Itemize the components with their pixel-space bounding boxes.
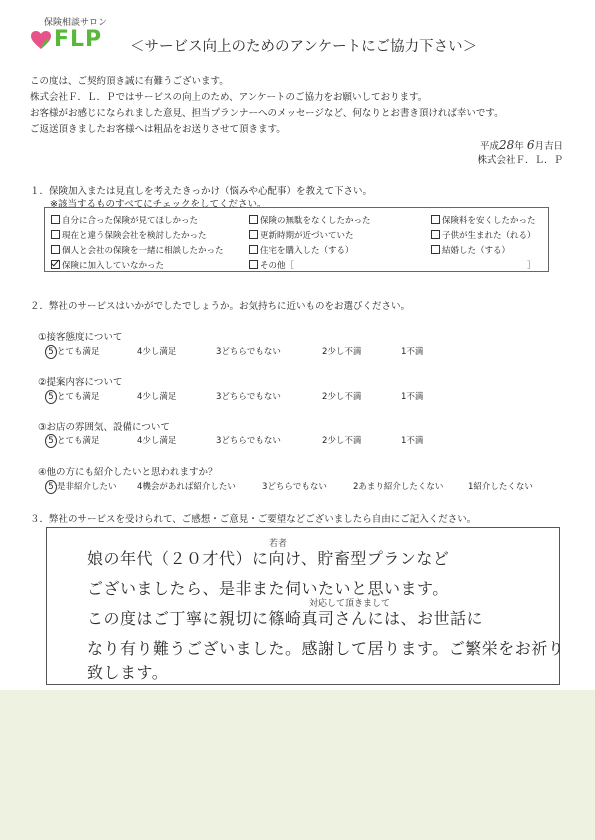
rating-circle: 5	[45, 480, 57, 494]
checkbox[interactable]	[51, 215, 60, 224]
q1-option-other[interactable]: その他［	[249, 259, 294, 271]
date-month-unit: 月吉日	[534, 141, 563, 152]
rating-choice[interactable]: 3どちらでもない	[216, 436, 281, 446]
rating-choice[interactable]: 2少し不満	[322, 347, 362, 357]
q1-option[interactable]: 結婚した（する）	[431, 244, 510, 256]
rating-choice[interactable]: 1不満	[401, 392, 424, 402]
q1-option[interactable]: 更新時期が近づいていた	[249, 229, 354, 241]
q1-option[interactable]: 自分に合った保険が見てほしかった	[51, 214, 198, 226]
q1-option[interactable]: 子供が生まれた（れる）	[431, 229, 536, 241]
checkbox[interactable]	[431, 245, 440, 254]
rating-choice[interactable]: 4少し満足	[137, 392, 177, 402]
q1-option-checked[interactable]: 保険に加入していなかった	[51, 259, 164, 271]
date-block	[477, 138, 563, 168]
rating-choice-selected[interactable]: 5 とても満足	[47, 390, 100, 404]
date-line	[477, 138, 563, 154]
checkbox-checked[interactable]	[51, 260, 60, 269]
rating-choice[interactable]: 4少し満足	[137, 347, 177, 357]
q2-section-heading: ③お店の雰囲気、設備について	[38, 422, 170, 433]
q1-option[interactable]: 保険料を安くしたかった	[431, 214, 536, 226]
rating-choice-selected[interactable]: 5 とても満足	[47, 434, 100, 448]
handwritten-note: 若者	[269, 539, 288, 549]
rating-choice[interactable]: 2少し不満	[322, 392, 362, 402]
checkbox[interactable]	[249, 260, 258, 269]
checkbox[interactable]	[431, 230, 440, 239]
handwritten-line: 致します。	[87, 663, 169, 682]
q3-title: ３．弊社のサービスを受けられて、ご感想・ご意見・ご要望などございましたら自由にご記入ください。	[30, 514, 477, 525]
rating-choice[interactable]: 1不満	[401, 347, 424, 357]
date-month: 6	[526, 138, 535, 152]
rating-circle: 5	[45, 434, 57, 448]
q1-note: ※該当するものすべてにチェックをしてください。	[50, 199, 267, 210]
checkbox[interactable]	[51, 245, 60, 254]
rating-choice[interactable]: 4機会があれば紹介したい	[137, 482, 236, 492]
rating-choice[interactable]: 3どちらでもない	[216, 392, 281, 402]
q2-section-heading: ①接客態度について	[38, 332, 123, 343]
date-year: 28	[499, 138, 515, 152]
q3-comment-box[interactable]	[46, 527, 565, 685]
heart-logo-icon	[30, 30, 52, 50]
q1-other-close-bracket: ］	[527, 261, 536, 271]
checkbox[interactable]	[249, 245, 258, 254]
handwritten-line: ございましたら、是非また伺いたいと思います。	[87, 579, 449, 598]
rating-choice-selected[interactable]: 5 とても満足	[47, 345, 100, 359]
date-era: 平成	[480, 141, 500, 152]
q2-section-heading: ④他の方にも紹介したいと思われますか？	[38, 467, 218, 478]
handwritten-line: 娘の年代（２０才代）に向け、貯畜型プランなど	[87, 549, 450, 568]
q2-section-heading: ②提案内容について	[38, 377, 123, 388]
handwritten-note: 対応して頂きまして	[309, 599, 391, 609]
checkbox[interactable]	[51, 230, 60, 239]
q1-option[interactable]: 保険の無駄をなくしたかった	[249, 214, 371, 226]
q1-option[interactable]: 住宅を購入した（する）	[249, 244, 354, 256]
rating-choice[interactable]: 3どちらでもない	[216, 347, 281, 357]
intro-line: 株式会社Ｆ．Ｌ．Ｐではサービスの向上のため、アンケートのご協力をお願いしております。	[30, 92, 428, 103]
logo-subtitle: 保険相談サロン	[44, 18, 108, 28]
q2-title: ２．弊社のサービスはいかがでしたでしょうか。お気持ちに近いものをお選びください。	[30, 301, 411, 312]
q1-options-box	[44, 207, 549, 272]
q1-option[interactable]: 現在と違う保険会社を検討したかった	[51, 229, 207, 241]
checkbox[interactable]	[249, 230, 258, 239]
intro-line: この度は、ご契約頂き誠に有難うございます。	[30, 76, 229, 87]
rating-choice-selected[interactable]: 5 是非紹介したい	[47, 480, 117, 494]
rating-choice[interactable]: 2あまり紹介したくない	[353, 482, 444, 492]
q1-title: １．保険加入または見直しを考えたきっかけ（悩みや心配事）を教えて下さい。	[30, 186, 373, 197]
company-name: 株式会社Ｆ．Ｌ．Ｐ	[477, 155, 563, 166]
page-title: ＜サービス向上のためのアンケートにご協力下さい＞	[130, 39, 478, 55]
checkbox[interactable]	[431, 215, 440, 224]
date-year-unit: 年	[514, 141, 524, 152]
intro-line: ご返送頂きましたお客様へは粗品をお送りさせて頂きます。	[30, 124, 286, 135]
rating-choice[interactable]: 3どちらでもない	[262, 482, 327, 492]
checkbox[interactable]	[249, 215, 258, 224]
handwritten-line: なり有り難うございました。感謝して居ります。ご繁栄をお祈り	[87, 639, 565, 658]
rating-circle: 5	[45, 390, 57, 404]
rating-choice[interactable]: 1不満	[401, 436, 424, 446]
rating-choice[interactable]: 1紹介したくない	[468, 482, 533, 492]
rating-choice[interactable]: 2少し不満	[322, 436, 362, 446]
intro-text	[30, 74, 504, 138]
intro-line: お客様がお感じになられました意見、担当プランナーへのメッセージなど、何なりとお書き頂ければ幸いです。	[30, 108, 504, 119]
logo-text: FLP	[54, 27, 103, 52]
rating-circle: 5	[45, 345, 57, 359]
q1-option[interactable]: 個人と会社の保険を一緒に相談したかった	[51, 244, 224, 256]
handwritten-line: この度はご丁寧に親切に篠崎真司さんには、お世話に	[87, 609, 484, 628]
rating-choice[interactable]: 4少し満足	[137, 436, 177, 446]
